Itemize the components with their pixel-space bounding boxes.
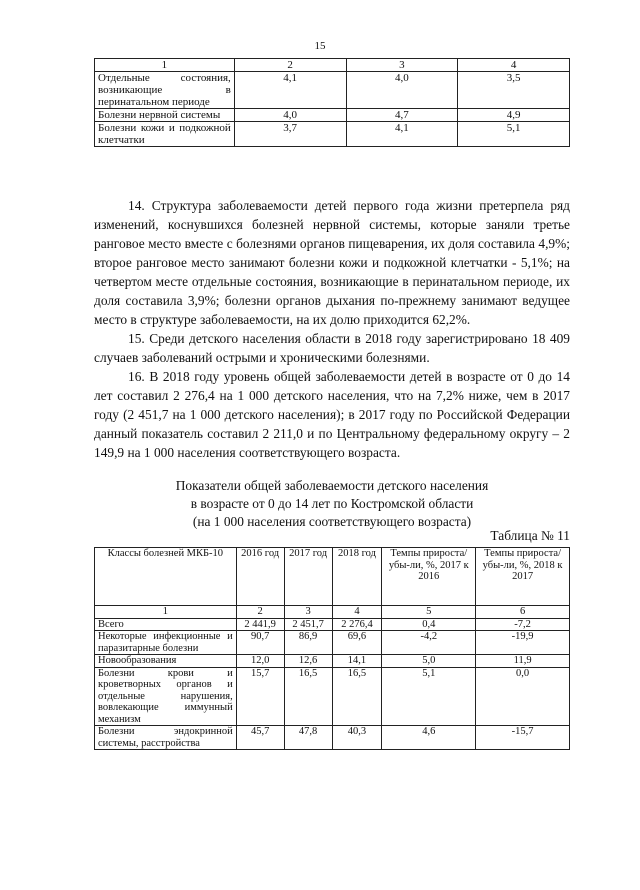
header-cell: 1 <box>95 59 235 72</box>
growth-cell: 0,4 <box>382 618 476 631</box>
paragraph-16: 16. В 2018 году уровень общей заболеваемости детей в возрасте от 0 до 14 лет составил 2 276,4 на 1 000 детского населения, что на 7,2% ниже, чем в 2017 году (2 451,7 на 1 000 детского населения); в 2017 году по Российской Федерации данный показатель составил 2 211,0 и по Центральному федеральному округу – 2 149,9 на 1 000 населения соответствующего возраста. <box>94 369 570 460</box>
value-cell: 4,1 <box>346 122 458 147</box>
table-row <box>95 726 570 750</box>
growth-cell: -19,9 <box>476 631 570 655</box>
growth-cell: 5,1 <box>382 667 476 726</box>
table-header-row <box>95 548 570 606</box>
value-cell: 16,5 <box>332 667 382 726</box>
table-title-line-3: (на 1 000 населения соответствующего возраста) <box>192 514 472 529</box>
header-2016: 2016 год <box>236 548 284 606</box>
paragraph-15: 15. Среди детского населения области в 2018 году зарегистрировано 18 409 случаев заболеваний острыми и хроническими болезнями. <box>94 331 570 365</box>
table-perinatal-morbidity <box>94 58 570 147</box>
value-cell: 2 441,9 <box>236 618 284 631</box>
value-cell: 40,3 <box>332 726 382 750</box>
disease-class-cell: Болезни кожи и подкожной клетчатки <box>95 122 235 147</box>
header-cell: 4 <box>458 59 570 72</box>
value-cell: 5,1 <box>458 122 570 147</box>
value-cell: 4,0 <box>346 72 458 109</box>
growth-cell: -4,2 <box>382 631 476 655</box>
column-number-row <box>95 606 570 619</box>
header-2018: 2018 год <box>332 548 382 606</box>
column-number: 2 <box>236 606 284 619</box>
value-cell: 4,0 <box>234 109 346 122</box>
header-cell: 3 <box>346 59 458 72</box>
disease-class-cell: Новообразования <box>95 655 237 668</box>
value-cell: 3,7 <box>234 122 346 147</box>
disease-class-cell: Болезни эндокринной системы, расстройства <box>95 726 237 750</box>
disease-class-cell: Некоторые инфекционные и паразитарные болезни <box>95 631 237 655</box>
value-cell: 90,7 <box>236 631 284 655</box>
table-label: Таблица № 11 <box>490 528 570 543</box>
value-cell: 12,6 <box>284 655 332 668</box>
header-cell: 2 <box>234 59 346 72</box>
value-cell: 2 276,4 <box>332 618 382 631</box>
header-growth-2017: Темпы прироста/убы-ли, %, 2017 к 2016 <box>382 548 476 606</box>
growth-cell: -7,2 <box>476 618 570 631</box>
table-row <box>95 122 570 147</box>
column-number: 3 <box>284 606 332 619</box>
column-number: 6 <box>476 606 570 619</box>
header-growth-2018: Темпы прироста/убы-ли, %, 2018 к 2017 <box>476 548 570 606</box>
table-row <box>95 667 570 726</box>
value-cell: 15,7 <box>236 667 284 726</box>
value-cell: 4,1 <box>234 72 346 109</box>
page-number: 15 <box>314 40 326 52</box>
header-2017: 2017 год <box>284 548 332 606</box>
table-row <box>95 72 570 109</box>
table-title-line-2: в возрасте от 0 до 14 лет по Костромской области <box>190 496 474 511</box>
table-child-morbidity <box>94 547 570 750</box>
column-number: 5 <box>382 606 476 619</box>
table-row <box>95 618 570 631</box>
value-cell: 14,1 <box>332 655 382 668</box>
value-cell: 86,9 <box>284 631 332 655</box>
value-cell: 69,6 <box>332 631 382 655</box>
disease-class-cell: Болезни крови и кроветворных органов и отдельные нарушения, вовлекающие иммунный механизм <box>95 667 237 726</box>
value-cell: 45,7 <box>236 726 284 750</box>
column-number: 4 <box>332 606 382 619</box>
growth-cell: 11,9 <box>476 655 570 668</box>
column-number: 1 <box>95 606 237 619</box>
value-cell: 2 451,7 <box>284 618 332 631</box>
table-row <box>95 631 570 655</box>
value-cell: 47,8 <box>284 726 332 750</box>
value-cell: 12,0 <box>236 655 284 668</box>
growth-cell: -15,7 <box>476 726 570 750</box>
value-cell: 16,5 <box>284 667 332 726</box>
table-row <box>95 109 570 122</box>
value-cell: 3,5 <box>458 72 570 109</box>
growth-cell: 4,6 <box>382 726 476 750</box>
disease-class-cell: Всего <box>95 618 237 631</box>
header-disease-class: Классы болезней МКБ-10 <box>95 548 237 606</box>
value-cell: 4,7 <box>346 109 458 122</box>
table-row <box>95 655 570 668</box>
disease-class-cell: Болезни нервной системы <box>95 109 235 122</box>
value-cell: 4,9 <box>458 109 570 122</box>
table-title-line-1: Показатели общей заболеваемости детского населения <box>175 478 489 493</box>
disease-class-cell: Отдельные состояния, возникающие в перинатальном периоде <box>95 72 235 109</box>
growth-cell: 0,0 <box>476 667 570 726</box>
growth-cell: 5,0 <box>382 655 476 668</box>
table-header-row <box>95 59 570 72</box>
paragraph-14: 14. Структура заболеваемости детей первого года жизни претерпела ряд изменений, коснувшихся болезней нервной системы, которые заняли третье ранговое место вместе с болезнями органов пищеварения, их доля составила 4,9%; второе ранговое место занимают болезни кожи и подкожной клетчатки - 5,1%; на четвертом месте отдельные состояния, возникающие в перинатальном периоде, их доля составила 3,9%; болезни органов дыхания по-прежнему занимают ведущее место в структуре заболеваемости, на их долю приходится 62,2%. <box>94 198 570 327</box>
